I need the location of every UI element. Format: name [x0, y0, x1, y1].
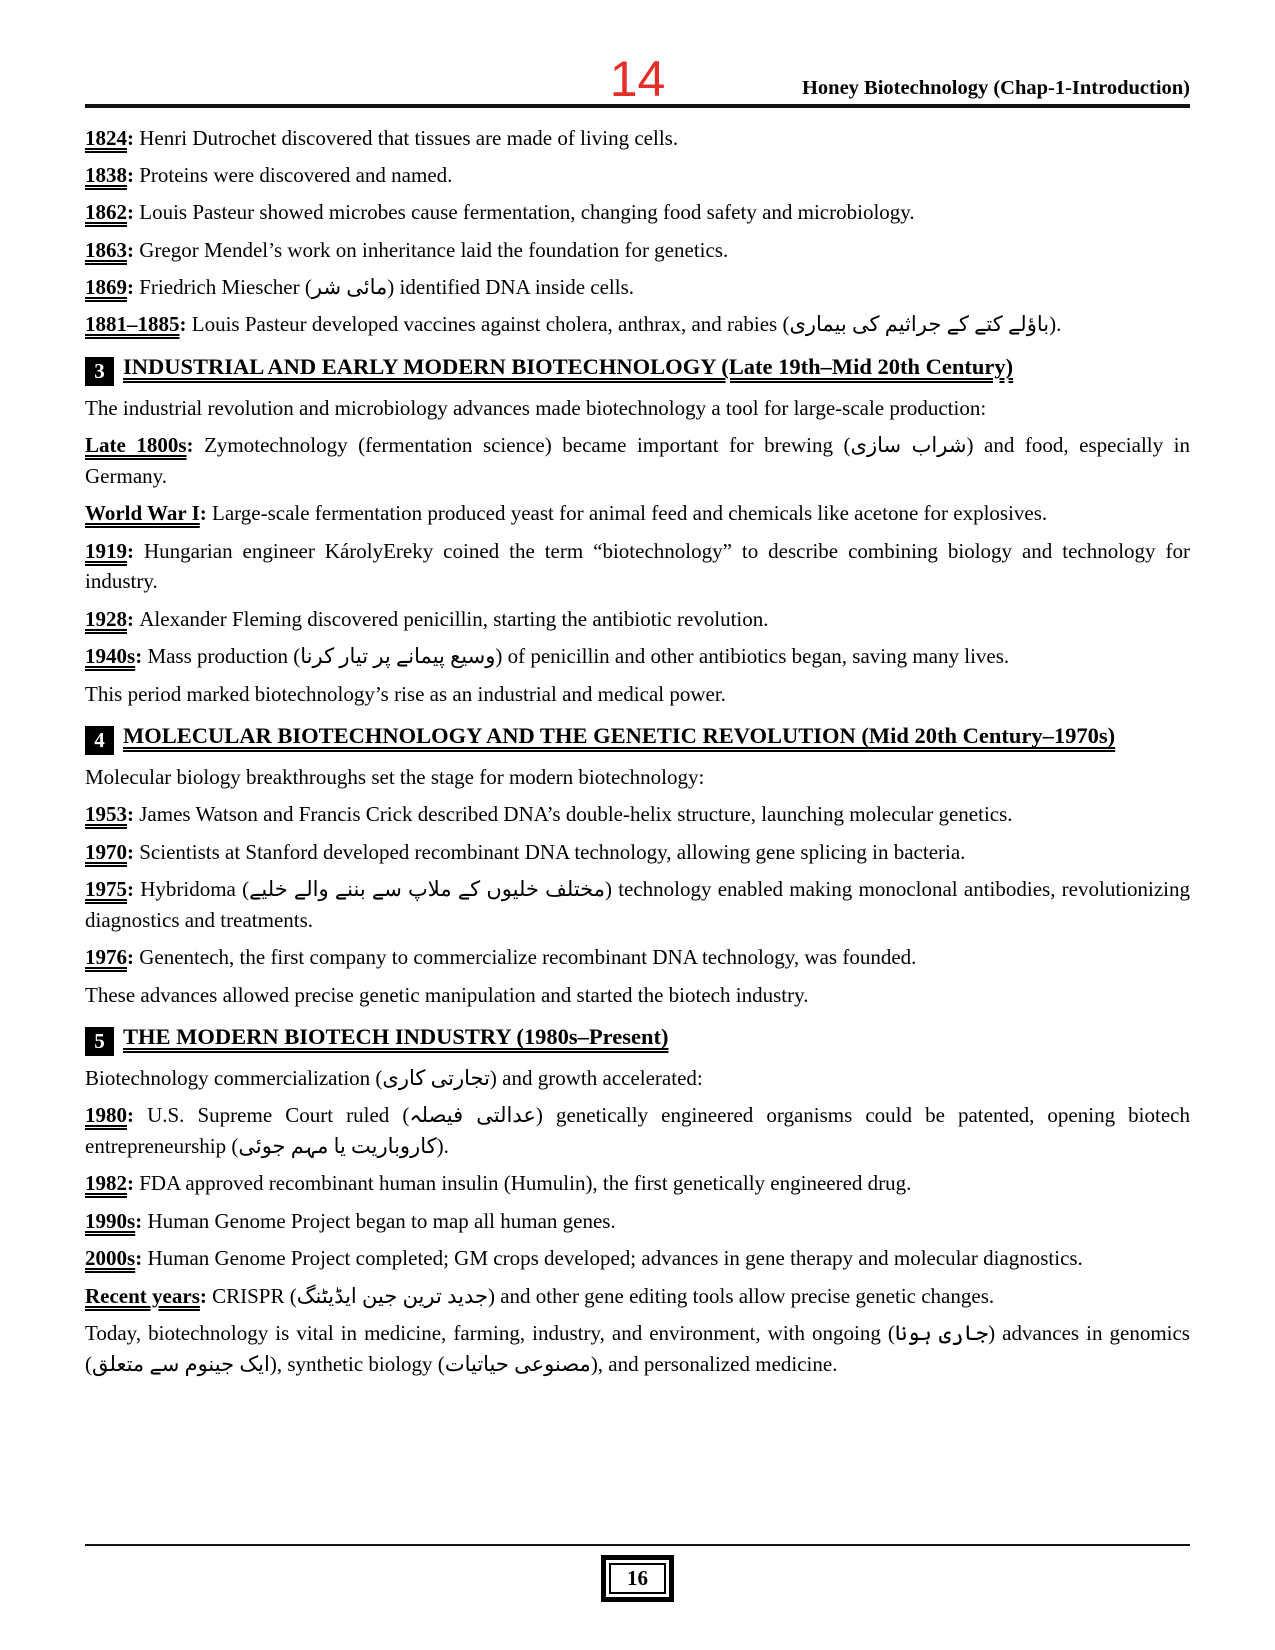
entry-date-label: 1975 [85, 876, 127, 901]
entry-text: Louis Pasteur developed vaccines against cholera, anthrax, and rabies (باؤلے کتے کے جراثیم کی بیماری). [191, 312, 1062, 337]
section-title: MOLECULAR BIOTECHNOLOGY AND THE GENETIC REVOLUTION (Mid 20th Century–1970s) [123, 723, 1116, 749]
paragraph [85, 762, 1190, 793]
entry-text: Hybridoma (مختلف خلیوں کے ملاپ سے بننے والے خلیے) technology enabled making monoclonal antibodies, revolutionizing diagnostics and treatments. [85, 876, 1190, 932]
entry-date-label: 1824 [85, 125, 127, 150]
timeline-entry [85, 197, 1190, 228]
entry-text: Scientists at Stanford developed recombinant DNA technology, allowing gene splicing in bacteria. [139, 839, 966, 864]
footer-page-number-row [85, 1555, 1190, 1602]
entry-colon: : [186, 433, 205, 458]
timeline-entry [85, 160, 1190, 191]
section-title: THE MODERN BIOTECH INDUSTRY (1980s–Present) [123, 1024, 669, 1050]
timeline-entry [85, 641, 1190, 672]
paragraph-text: Today, biotechnology is vital in medicine, farming, industry, and environment, with ongoing (جاری ہونا) advances in genomics (ایک جینوم سے متعلق), synthetic biology (مصنوعی حیاتیات), and personalized medicine. [85, 1320, 1190, 1376]
page-footer [85, 1544, 1190, 1602]
timeline-entry [85, 942, 1190, 973]
entry-colon: : [127, 945, 140, 970]
paragraph-text: Biotechnology commercialization (تجارتی کاری) and growth accelerated: [85, 1065, 703, 1090]
timeline-entry [85, 837, 1190, 868]
entry-text: Henri Dutrochet discovered that tissues are made of living cells. [139, 125, 679, 150]
timeline-entry [85, 1206, 1190, 1237]
timeline-entry [85, 604, 1190, 635]
entry-date-label: 1869 [85, 274, 127, 299]
entry-text: Large-scale fermentation produced yeast for animal feed and chemicals like acetone for explosives. [212, 501, 1048, 526]
paragraph-text: These advances allowed precise genetic manipulation and started the biotech industry. [85, 982, 809, 1007]
entry-date-label: 1940s [85, 644, 136, 669]
timeline-entry [85, 272, 1190, 303]
entry-colon: : [135, 1246, 148, 1271]
entry-text: Gregor Mendel’s work on inheritance laid the foundation for genetics. [139, 237, 729, 262]
entry-colon: : [127, 237, 140, 262]
entry-colon: : [127, 839, 140, 864]
timeline-entry [85, 1168, 1190, 1199]
entry-colon: : [127, 606, 140, 631]
entry-text: U.S. Supreme Court ruled (عدالتی فیصلہ) genetically engineered organisms could be patented, opening biotech entrepreneurship (کاروباریت یا مہم جوئی). [85, 1103, 1190, 1159]
timeline-entry [85, 1100, 1190, 1162]
entry-text: Alexander Fleming discovered penicillin, starting the antibiotic revolution. [139, 606, 769, 631]
timeline-entry [85, 1243, 1190, 1274]
section-number-badge: 3 [85, 357, 114, 386]
entry-date-label: 1953 [85, 802, 127, 827]
entry-colon: : [135, 644, 148, 669]
entry-text: Friedrich Miescher (مائی شر) identified DNA inside cells. [139, 274, 634, 299]
entry-colon: : [127, 162, 140, 187]
entry-colon: : [127, 876, 141, 901]
document-title: Honey Biotechnology (Chap-1-Introduction) [801, 77, 1190, 99]
section-heading [85, 1020, 1190, 1056]
paragraph-text: Molecular biology breakthroughs set the stage for modern biotechnology: [85, 764, 705, 789]
entry-text: Hungarian engineer KárolyEreky coined the term “biotechnology” to describe combining biology and technology for industry. [85, 538, 1190, 594]
section-heading [85, 350, 1190, 386]
entry-colon: : [127, 274, 140, 299]
entry-date-label: 1838 [85, 162, 127, 187]
entry-date-label: 1982 [85, 1171, 127, 1196]
timeline-entry [85, 874, 1190, 936]
entry-colon: : [127, 538, 144, 563]
entry-text: Proteins were discovered and named. [139, 162, 453, 187]
entry-date-label: Recent years [85, 1283, 200, 1308]
section-number-badge: 5 [85, 1027, 114, 1056]
entry-date-label: 1881–1885 [85, 312, 180, 337]
entry-date-label: 1928 [85, 606, 127, 631]
section-heading [85, 719, 1190, 755]
paragraph [85, 980, 1190, 1011]
entry-date-label: 2000s [85, 1246, 136, 1271]
timeline-entry [85, 235, 1190, 266]
paragraph [85, 1063, 1190, 1094]
entry-colon: : [127, 200, 140, 225]
entry-text: Human Genome Project began to map all human genes. [147, 1208, 616, 1233]
timeline-entry [85, 799, 1190, 830]
entry-text: FDA approved recombinant human insulin (Humulin), the first genetically engineered drug. [139, 1171, 912, 1196]
entry-colon: : [127, 802, 140, 827]
paragraph [85, 679, 1190, 710]
bottom-page-number: 16 [609, 1563, 666, 1594]
page-header [85, 26, 1190, 107]
entry-colon: : [199, 501, 213, 526]
timeline-entry [85, 123, 1190, 154]
paragraph [85, 393, 1190, 424]
timeline-entry [85, 1281, 1190, 1312]
entry-text: James Watson and Francis Crick described DNA’s double-helix structure, launching molecular genetics. [139, 802, 1013, 827]
entry-date-label: Late 1800s [85, 433, 187, 458]
timeline-entry [85, 430, 1190, 492]
entry-date-label: 1980 [85, 1103, 127, 1128]
entry-colon: : [135, 1208, 148, 1233]
entry-date-label: World War I [85, 501, 200, 526]
page-number-box [601, 1555, 674, 1602]
entry-date-label: 1976 [85, 945, 127, 970]
entry-text: Louis Pasteur showed microbes cause fermentation, changing food safety and microbiology. [139, 200, 915, 225]
section-number-badge: 4 [85, 726, 114, 755]
timeline-entry [85, 309, 1190, 340]
entry-text: Human Genome Project completed; GM crops developed; advances in gene therapy and molecular diagnostics. [147, 1246, 1083, 1271]
entry-colon: : [127, 125, 140, 150]
entry-date-label: 1970 [85, 839, 127, 864]
paragraph-text: This period marked biotechnology’s rise as an industrial and medical power. [85, 681, 726, 706]
timeline-entry [85, 536, 1190, 598]
footer-rule [85, 1544, 1190, 1546]
entry-date-label: 1990s [85, 1208, 136, 1233]
entry-date-label: 1863 [85, 237, 127, 262]
entry-text: Zymotechnology (fermentation science) became important for brewing (شراب سازی) and food, especially in Germany. [85, 433, 1190, 488]
entry-text: Mass production (وسیع پیمانے پر تیار کرنا) of penicillin and other antibiotics began, saving many lives. [147, 644, 1010, 669]
entry-date-label: 1862 [85, 200, 127, 225]
entry-colon: : [199, 1283, 213, 1308]
entry-colon: : [127, 1103, 148, 1128]
entry-date-label: 1919 [85, 538, 127, 563]
top-page-number: 14 [609, 51, 666, 107]
paragraph-text: The industrial revolution and microbiology advances made biotechnology a tool for large-scale production: [85, 395, 987, 420]
entry-colon: : [179, 312, 192, 337]
document-body [85, 108, 1190, 1534]
entry-colon: : [127, 1171, 140, 1196]
entry-text: CRISPR (جدید ترین جین ایڈیٹنگ) and other gene editing tools allow precise genetic changes. [212, 1283, 995, 1308]
paragraph [85, 1318, 1190, 1380]
timeline-entry [85, 498, 1190, 529]
entry-text: Genentech, the first company to commercialize recombinant DNA technology, was founded. [139, 945, 917, 970]
section-title: INDUSTRIAL AND EARLY MODERN BIOTECHNOLOGY (Late 19th–Mid 20th Century) [123, 354, 1014, 380]
